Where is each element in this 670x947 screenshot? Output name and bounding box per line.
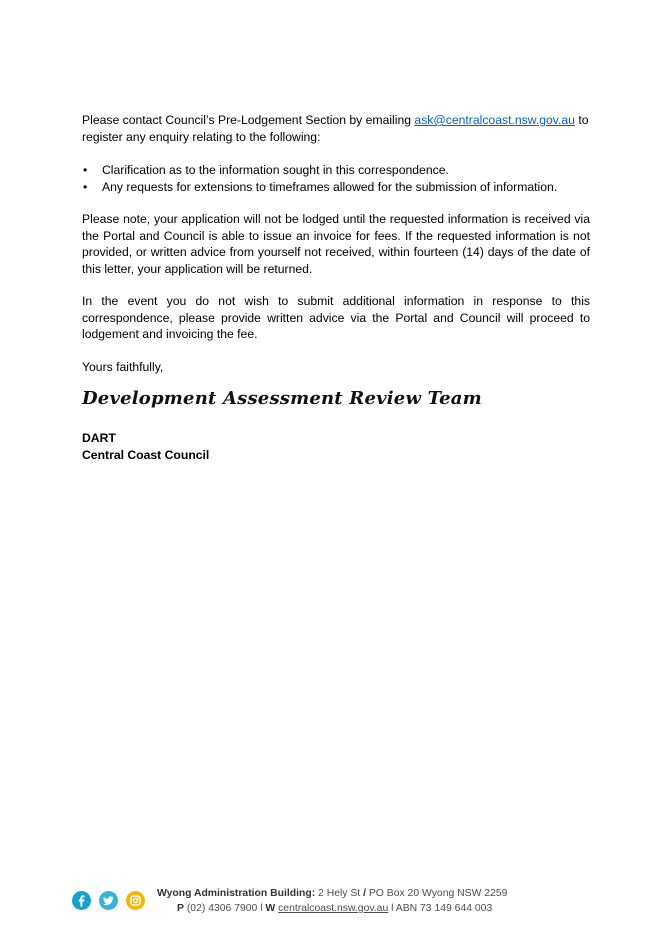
no-submission-paragraph: In the event you do not wish to submit additional information in response to this correspondence, please provide written advice via the Portal and Council will proceed to lodgement and invoicing the fee. [82,294,590,341]
address-separator: / [363,888,366,899]
social-icons [72,891,145,910]
bullet-icon: • [83,179,88,194]
email-link[interactable]: ask@centralcoast.nsw.gov.au [414,113,575,127]
twitter-icon[interactable] [99,891,118,910]
list-item [82,162,590,179]
abn-number: ABN 73 149 644 003 [395,903,493,914]
footer-address-line [157,886,507,901]
footer [72,884,532,924]
instagram-icon[interactable] [126,891,145,910]
intro-text-end: to register any enquiry relating to the following: [82,113,589,144]
separator: l [260,903,263,914]
list-item [82,179,590,196]
list-item-text: Any requests for extensions to timeframes allowed for the submission of information. [102,179,558,194]
facebook-icon[interactable] [72,891,91,910]
bullet-icon: • [83,163,88,177]
team-short-name: DART [82,431,116,445]
website-link[interactable]: centralcoast.nsw.gov.au [278,903,389,914]
intro-text-start: Please contact Council’s Pre-Lodgement Section by emailing [82,113,415,127]
signoff-block [82,430,209,463]
po-box-address: PO Box 20 Wyong NSW 2259 [365,888,508,899]
signature: Development Assessment Review Team [82,388,482,409]
organisation-name: Central Coast Council [82,447,210,462]
lodgement-paragraph: Please note, your application will not be lodged until the requested information is received via the Portal and Council is able to issue an invoice for fees. If the requested information is not provided, or written advice from yourself not received, within fourteen (14) days of the date of this letter, your application will be returned. [82,212,590,276]
building-label: Wyong Administration Building: [157,888,316,899]
closing-text: Yours faithfully, [82,360,164,374]
web-label: W [262,903,279,914]
street-address: 2 Hely St [315,888,364,899]
footer-contact-line [157,901,507,916]
separator: l [388,903,396,914]
phone-number: (02) 4306 7900 [183,903,261,914]
list-item-text: Clarification as to the information sought in this correspondence. [102,163,449,177]
phone-label: P [177,903,184,914]
intro-paragraph [82,112,590,145]
footer-contact [157,886,507,916]
enquiry-list [82,162,590,195]
